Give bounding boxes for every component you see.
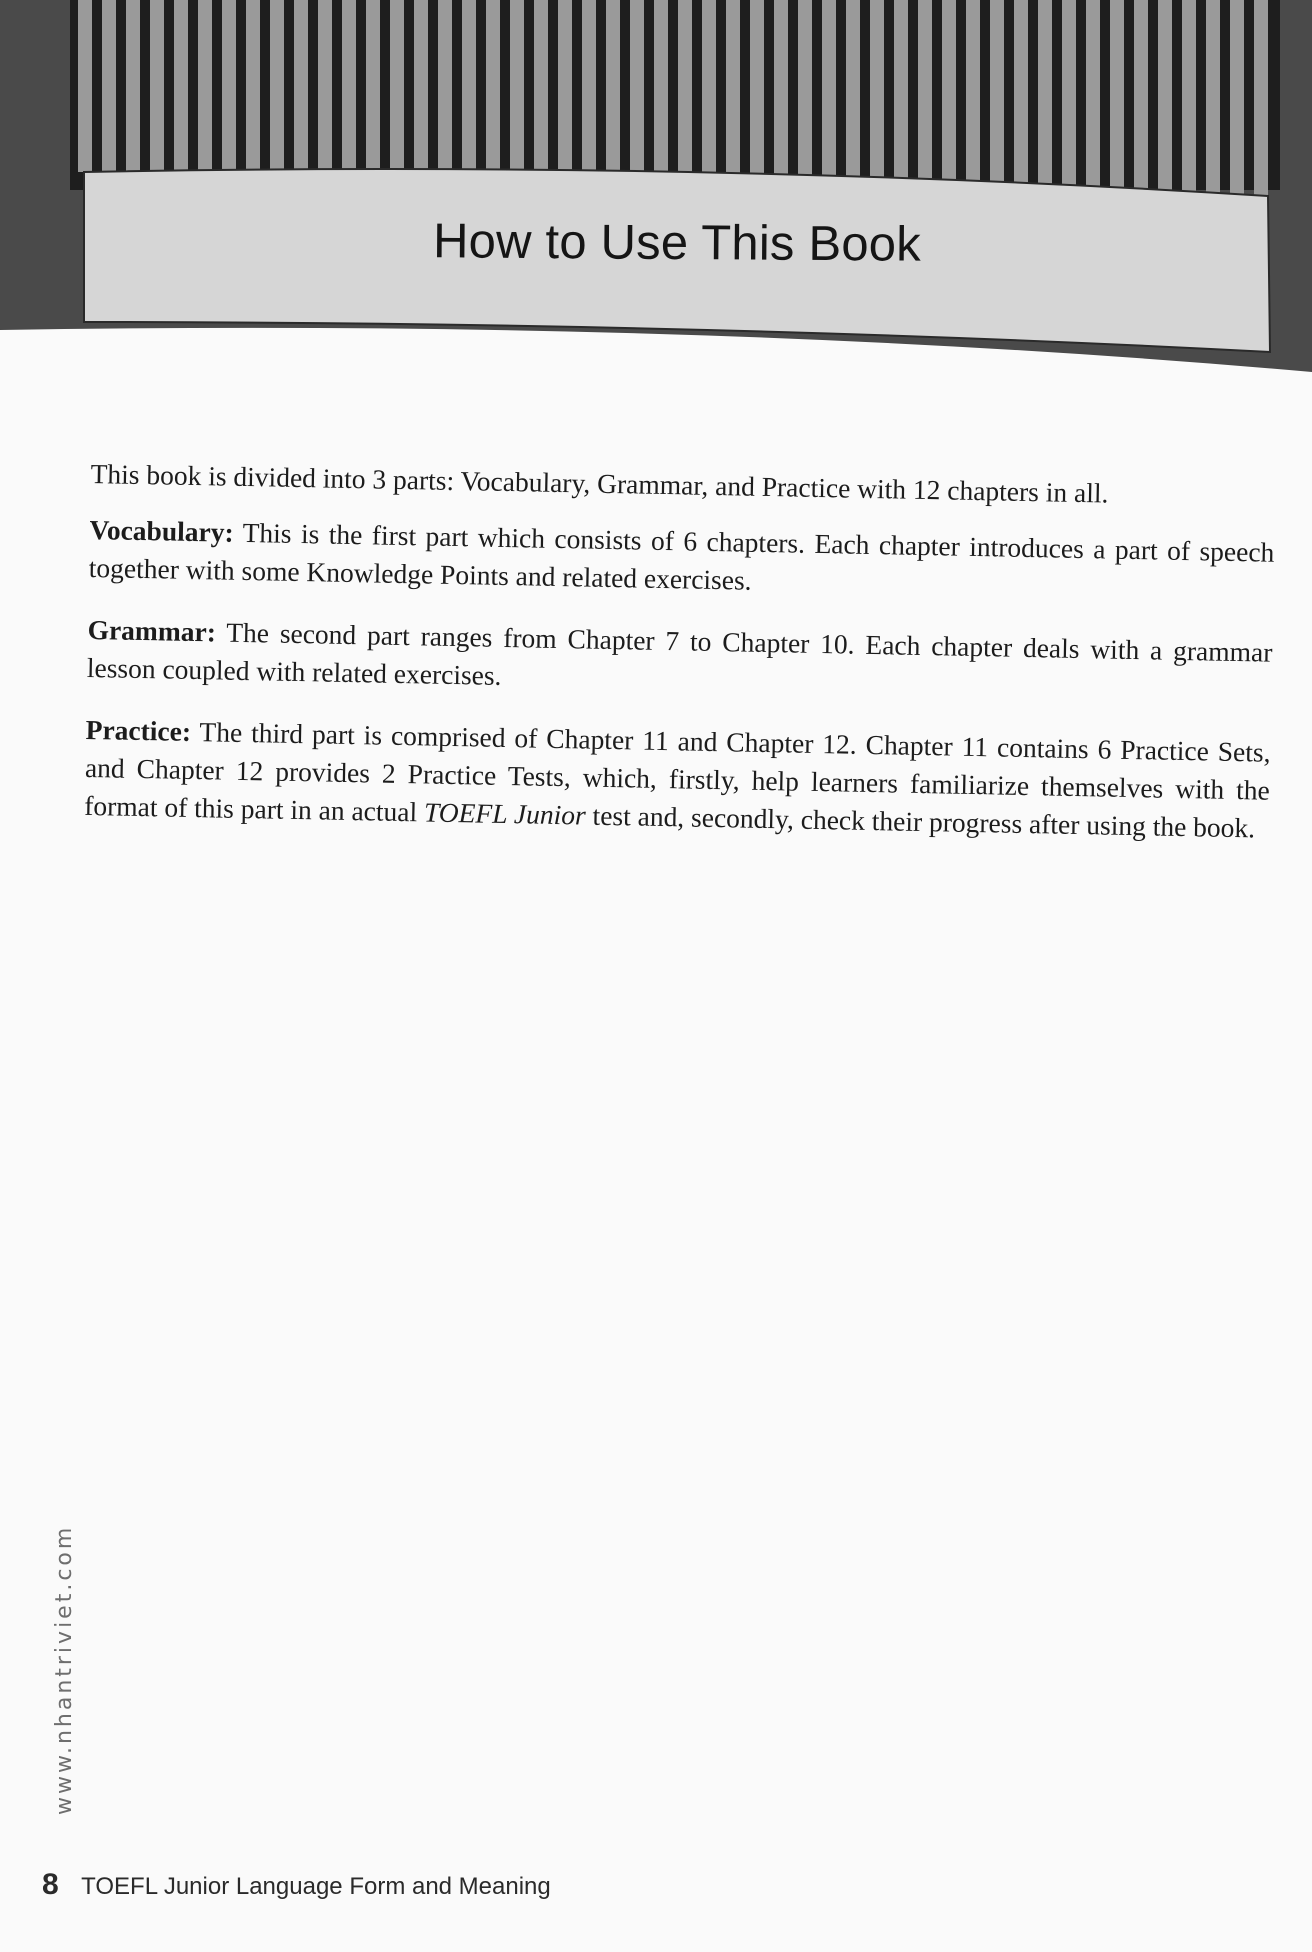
header-stripe bbox=[966, 0, 980, 191]
header-stripe bbox=[102, 0, 116, 173]
header-stripe bbox=[678, 0, 692, 185]
header-stripe bbox=[558, 0, 572, 182]
section-text: This is the first part which consists of 6 chapters. Each chapter introduces a part of speech together with some Knowledge Points and related exercises. bbox=[88, 516, 1275, 596]
header-stripe bbox=[1182, 0, 1196, 196]
header-stripe bbox=[462, 0, 476, 180]
header-stripe bbox=[222, 0, 236, 175]
section-grammar bbox=[87, 611, 1273, 710]
header-stripe bbox=[342, 0, 356, 178]
side-url: www.nhantriviet.com bbox=[52, 1524, 77, 1815]
page-number: 8 bbox=[42, 1868, 59, 1901]
header-stripe bbox=[534, 0, 548, 182]
header-stripe bbox=[1230, 0, 1244, 197]
header-stripe bbox=[1254, 0, 1268, 198]
header-stripe bbox=[870, 0, 884, 189]
header-stripe bbox=[582, 0, 596, 183]
running-title: TOEFL Junior Language Form and Meaning bbox=[81, 1873, 551, 1900]
header-stripes bbox=[70, 0, 1280, 198]
section-text: test and, secondly, check their progress after using the book. bbox=[585, 799, 1256, 844]
section-practice bbox=[84, 711, 1271, 848]
header-stripe bbox=[270, 0, 284, 176]
header-stripe bbox=[318, 0, 332, 177]
header-stripe bbox=[990, 0, 1004, 192]
header-stripe bbox=[1206, 0, 1220, 197]
header-stripe bbox=[294, 0, 308, 177]
header-stripe bbox=[438, 0, 452, 180]
header-stripe bbox=[606, 0, 620, 183]
header-stripe bbox=[150, 0, 164, 174]
header-stripe bbox=[1014, 0, 1028, 192]
content-body bbox=[83, 455, 1275, 872]
page-title: How to Use This Book bbox=[432, 214, 922, 272]
header-stripe bbox=[726, 0, 740, 186]
header-stripe bbox=[78, 0, 92, 172]
header-stripe bbox=[246, 0, 260, 176]
header-stripe bbox=[798, 0, 812, 188]
book-title-italic: TOEFL Junior bbox=[423, 796, 587, 831]
header-stripe bbox=[1062, 0, 1076, 193]
header-stripe bbox=[774, 0, 788, 187]
header-decoration bbox=[0, 0, 1312, 380]
page-footer bbox=[42, 1868, 551, 1902]
header-band bbox=[0, 0, 1312, 380]
header-stripe bbox=[918, 0, 932, 190]
header-stripe bbox=[486, 0, 500, 181]
header-stripe bbox=[1086, 0, 1100, 194]
section-text: The second part ranges from Chapter 7 to Chapter 10. Each chapter deals with a grammar lesson coupled with related exercises. bbox=[86, 616, 1273, 691]
section-text: The third part is comprised of Chapter 11 and Chapter 12. Chapter 11 contains 6 Practice Sets, and Chapter 12 provides 2 Practice Tests, which, firstly, help learners familiarize themselves with the format of this part in an actual bbox=[83, 715, 1271, 828]
header-stripe bbox=[174, 0, 188, 174]
header-stripe bbox=[510, 0, 524, 181]
header-stripe bbox=[1134, 0, 1148, 195]
header-stripe bbox=[198, 0, 212, 175]
header-stripe bbox=[414, 0, 428, 179]
header-stripe bbox=[654, 0, 668, 185]
section-term: Vocabulary: bbox=[89, 513, 234, 548]
section-term: Grammar: bbox=[87, 613, 217, 648]
header-stripe bbox=[1158, 0, 1172, 196]
section-vocabulary bbox=[88, 511, 1274, 610]
header-stripe bbox=[126, 0, 140, 173]
header-stripe bbox=[702, 0, 716, 186]
header-stripe bbox=[894, 0, 908, 190]
header-stripe bbox=[390, 0, 404, 179]
header-stripe bbox=[1038, 0, 1052, 193]
header-stripe bbox=[630, 0, 644, 184]
section-term: Practice: bbox=[85, 713, 192, 747]
header-stripe bbox=[750, 0, 764, 187]
header-stripe bbox=[366, 0, 380, 178]
header-stripe bbox=[846, 0, 860, 189]
header-stripe bbox=[1110, 0, 1124, 194]
header-stripe bbox=[822, 0, 836, 188]
header-stripe bbox=[942, 0, 956, 191]
intro-paragraph: This book is divided into 3 parts: Vocabulary, Grammar, and Practice with 12 chapters in all. bbox=[90, 457, 1109, 509]
